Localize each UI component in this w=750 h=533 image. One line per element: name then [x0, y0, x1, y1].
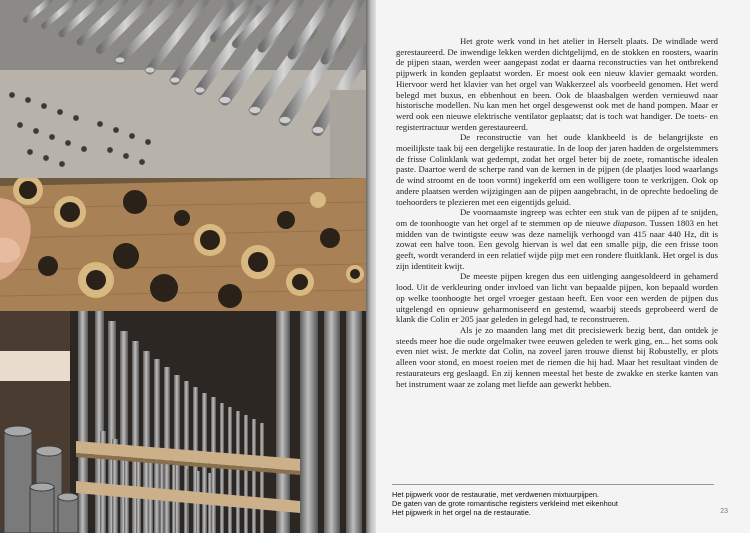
left-page-photos [0, 0, 368, 533]
photo-pipework-before-restoration [0, 0, 368, 178]
photo-wooden-board-holes [0, 178, 368, 311]
caption-2: De gaten van de grote romantische registers verkleind met eikenhout [392, 499, 618, 509]
paragraph-3-start: De voornaamste ingreep was echter een stuk van de pijpen af te snijden, om de toonhoogte van het orgel af te stemmen op de nieuwe [396, 207, 718, 228]
pipework-after-image [0, 311, 368, 533]
diapason-term: diapason [613, 217, 645, 228]
wooden-board-image [0, 178, 368, 311]
article-body [396, 36, 718, 389]
paragraph-1: Het grote werk vond in het atelier in Herselt plaats. De windlade werd gerestaureerd. De inwendige lekken werden dichtgelijmd, en de stokken en roosters, waarin de pijpen staan, werden weer aangepast zodat er daarna reconstructies van het ontbrekend pijpwerk in konden geplaatst worden. Er moest ook een nieuw klavier gemaakt worden. Hiervoor werd het klavier van het orgel van Wakkerzeel als voorbeeld genomen. Het werd belegd met buxus, en ebbenhout en been. Ook de blaasbalgen werden vernieuwd naar historische modellen. Nu kan men het orgel desgewenst ook met de hand pompen. Maar er werd ook een nieuwe elektrische ventilator geplaatst; dat is toch wat handiger. De toets- en registertractuur werden gerestaureerd. [396, 36, 718, 132]
paragraph-5: Als je zo maanden lang met dit precisiewerk bezig bent, dan ontdek je steeds meer hoe die oude orgelmaker twee eeuwen geleden te werk ging, en... het soms ook even niet wist. Je merkte dat Colin, na zoveel jaren trouwe dienst bij Robustelly, er plots alleen voor stond, en moest roeien met de riemen die hij had. Maar het resultaat vinden de restaurateurs erg geslaagd. En zij kennen meestal het beste de zwakke en sterke kanten van het instrument waar ze zolang met liefde aan gewerkt hebben. [396, 324, 718, 389]
paragraph-2: De reconstructie van het oude klankbeeld is de belangrijkste en moeilijkste taak bij een dergelijke restauratie. In de loop der jaren hadden de orgelstemmers de frisse Colinklank wat gedempt, zodat het orgel beter bij de zoete, romantische idealen paste. Daartoe werd de scherpe rand van de kernen in de pijpen (de plaatjes lood waarlangs de wind stroomt en de toon vormt) ingekerfd om een wolligere toon te verkrijgen. Ook op andere plaatsen werden wijzigingen aan de pijpen aangebracht, in de oprechte bedoeling de toehoorders te plezieren met een eigentijds geluid. [396, 132, 718, 207]
paragraph-3-rest: . Tussen 1803 en het midden van de twintigste eeuw was deze namelijk verhoogd van 415 naar 440 Hz, dit is zowat een halve toon. Een gevolg hiervan is wel dat een smalle pijp, die een frisse toon geeft, wordt veranderd in een relatief wijde pijp met een rondere fluitklank. Het orgel is dus zijn identiteit kwijt. [396, 217, 718, 271]
photo-captions [392, 490, 722, 518]
paragraph-4: De meeste pijpen kregen dus een uitlenging aangesoldeerd in gehamerd lood. Uit de verkleuring onder invloed van licht van bepaalde pijpen, kon bepaald worden op welke toonhoogte het orgel vroeger gestaan heeft. Een voor een werden de pijpen dus uitgelengd en opnieuw geharmoniseerd en gestemd, waarbij steeds geprobeerd werd de klank die Colin er 205 jaar geleden in gelegd had, te reconstrueren. [396, 271, 718, 325]
paragraph-3 [396, 207, 718, 271]
photo-pipework-after-restoration [0, 311, 368, 533]
caption-divider [392, 484, 714, 485]
pipework-before-image [0, 0, 368, 178]
page-number: 23 [720, 508, 728, 515]
caption-3: Het pijpwerk in het orgel na de restauratie. [392, 508, 531, 518]
caption-1: Het pijpwerk voor de restauratie, met verdwenen mixtuurpijpen. [392, 490, 600, 499]
